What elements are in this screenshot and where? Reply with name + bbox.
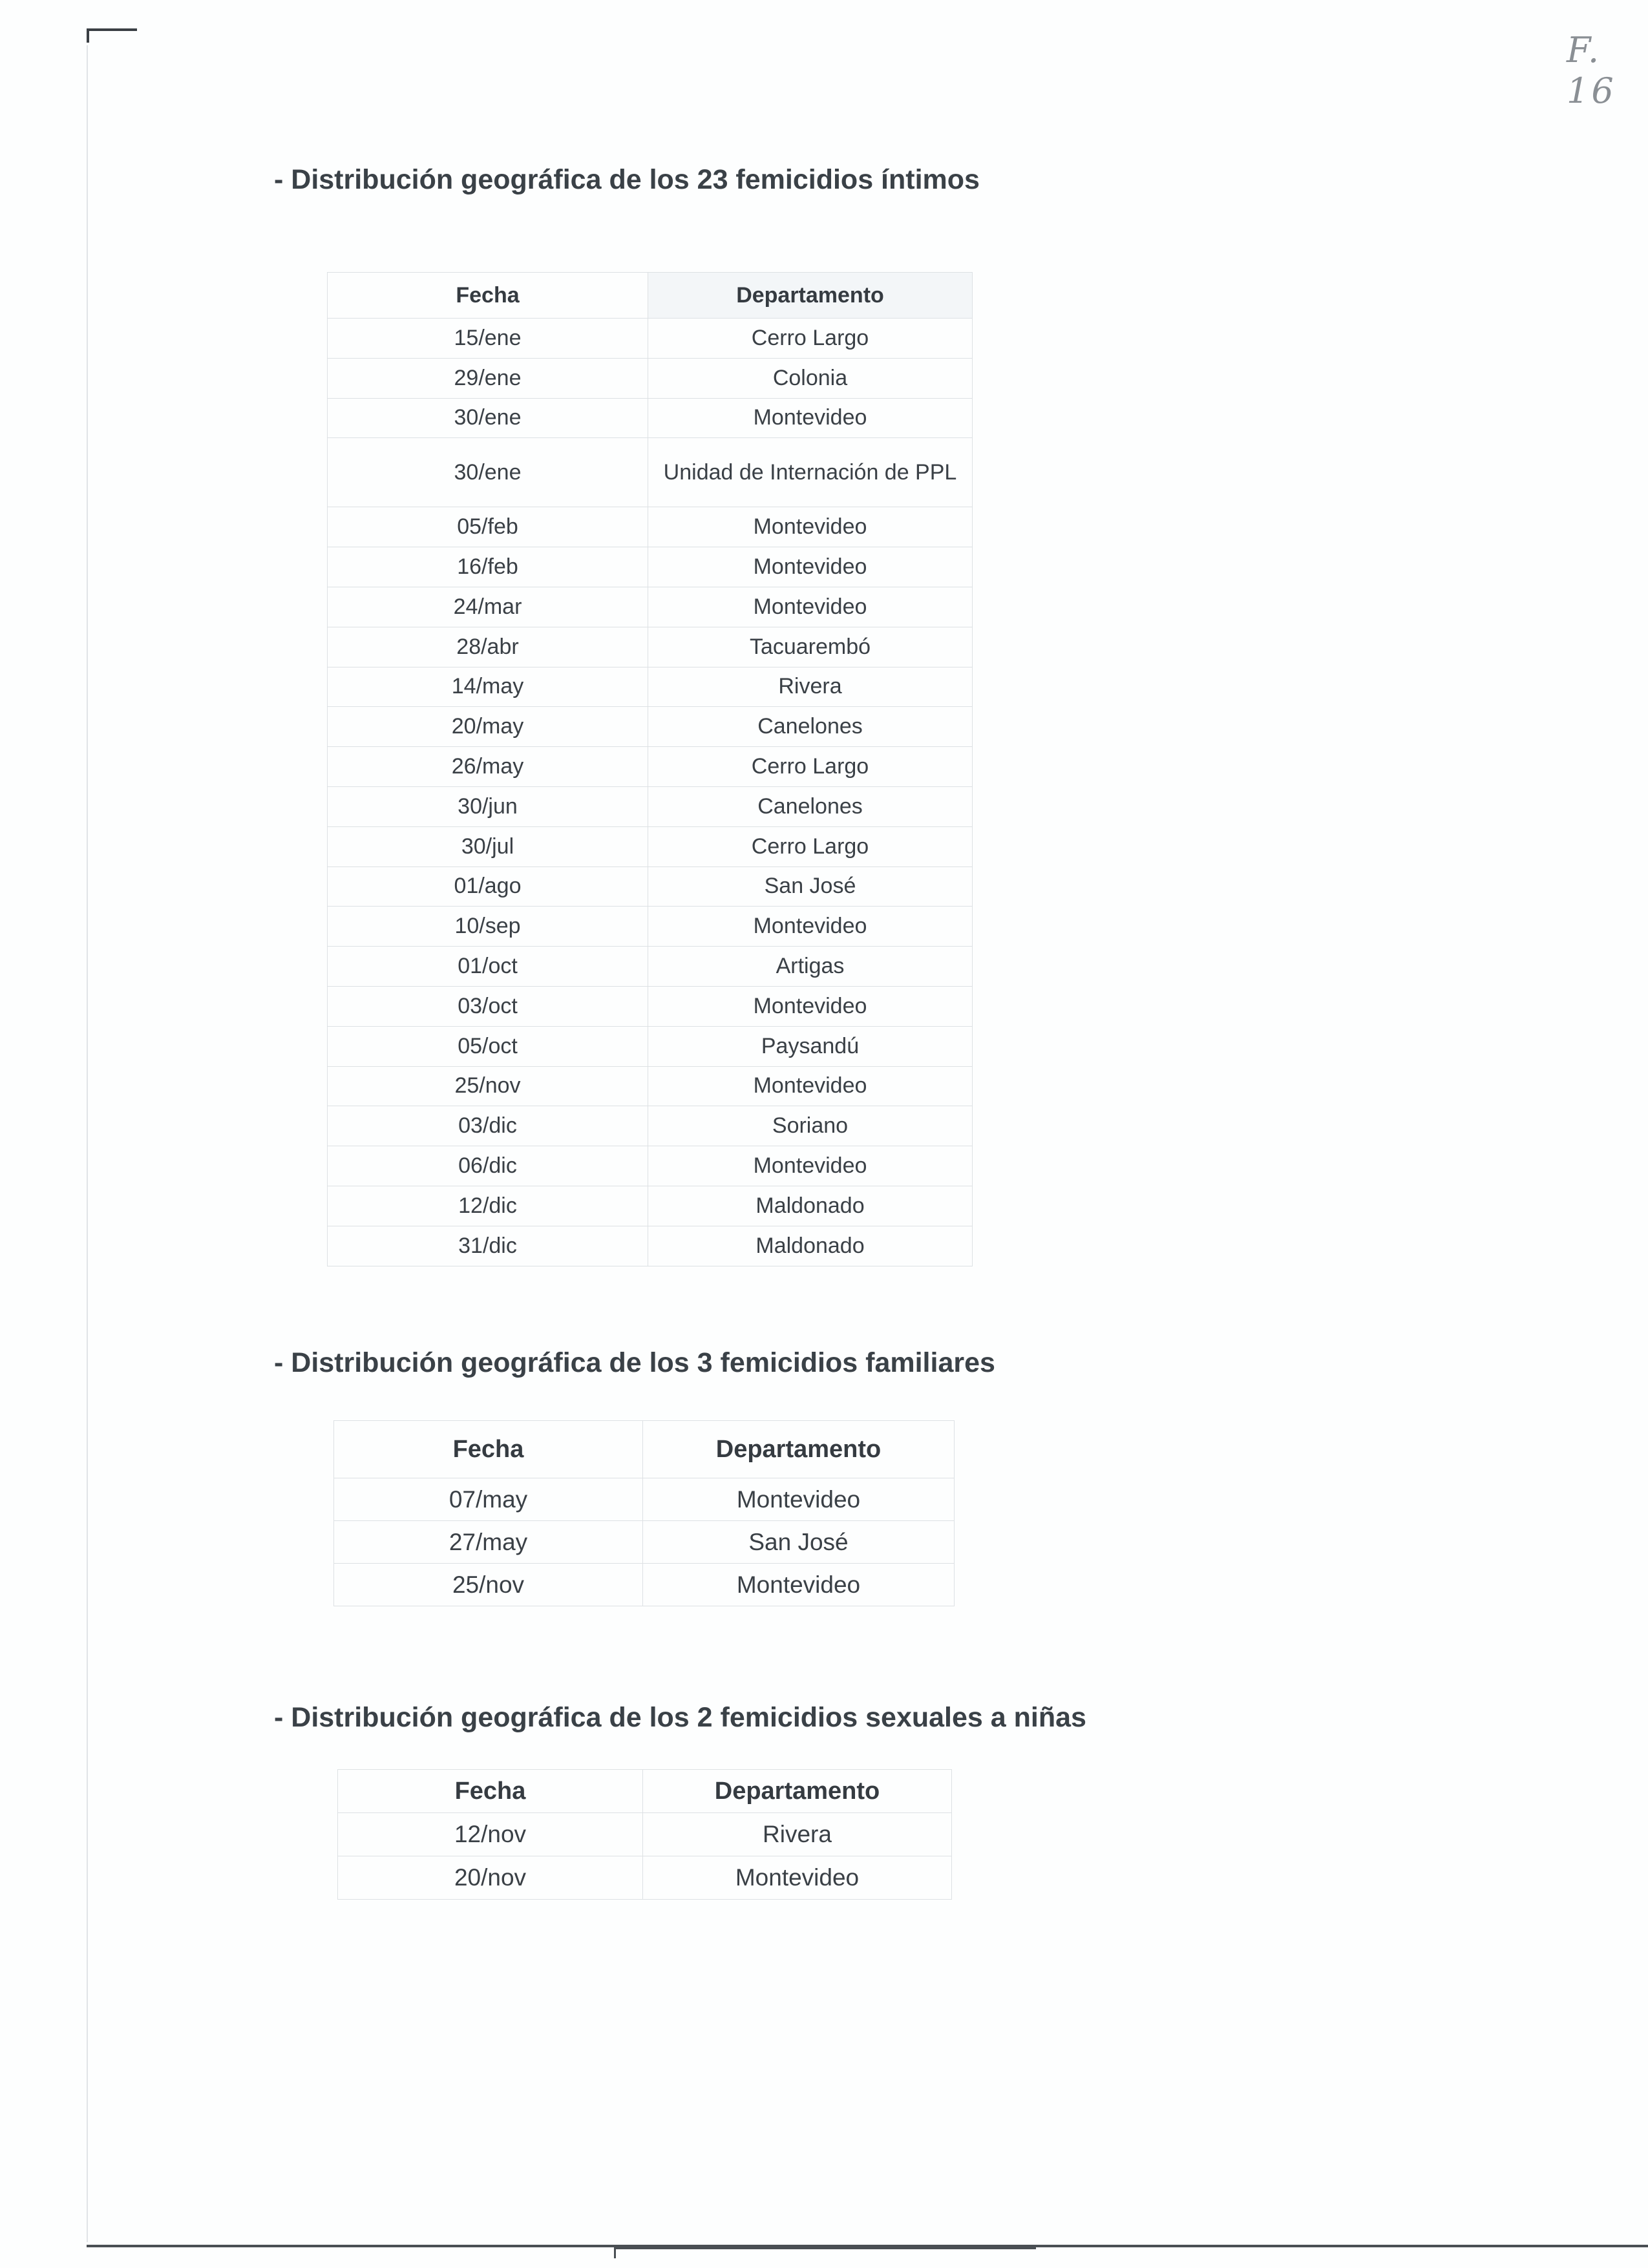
table-row xyxy=(334,1478,955,1521)
header-fecha: Fecha xyxy=(338,1770,643,1813)
cell-fecha: 10/sep xyxy=(328,907,648,947)
table-row xyxy=(328,507,973,547)
cell-fecha: 06/dic xyxy=(328,1146,648,1186)
cell-fecha: 01/oct xyxy=(328,947,648,987)
cell-departamento: Montevideo xyxy=(648,1146,973,1186)
table-row xyxy=(338,1856,952,1900)
cell-departamento: Cerro Largo xyxy=(648,826,973,866)
cell-departamento: San José xyxy=(643,1521,955,1564)
cell-fecha: 26/may xyxy=(328,747,648,787)
cell-departamento: Artigas xyxy=(648,947,973,987)
table-row xyxy=(334,1564,955,1606)
cell-departamento: Cerro Largo xyxy=(648,319,973,359)
header-departamento: Departamento xyxy=(648,273,973,319)
table-row xyxy=(328,438,973,507)
table-row xyxy=(328,398,973,438)
section-title-intimos: - Distribución geográfica de los 23 femicidios íntimos xyxy=(274,164,980,195)
cell-departamento: Cerro Largo xyxy=(648,747,973,787)
cell-fecha: 29/ene xyxy=(328,358,648,398)
table-row xyxy=(328,319,973,359)
cell-fecha: 28/abr xyxy=(328,627,648,667)
table-row xyxy=(328,1146,973,1186)
table-header-row xyxy=(338,1770,952,1813)
table-row xyxy=(328,1026,973,1066)
table-row xyxy=(328,947,973,987)
cell-fecha: 03/dic xyxy=(328,1106,648,1146)
section-title-sexuales: - Distribución geográfica de los 2 femicidios sexuales a niñas xyxy=(274,1702,1086,1733)
cell-fecha: 30/jul xyxy=(328,826,648,866)
scan-tab-edge xyxy=(614,2247,1036,2258)
table-row xyxy=(328,1106,973,1146)
cell-fecha: 15/ene xyxy=(328,319,648,359)
cell-departamento: San José xyxy=(648,866,973,907)
table-row xyxy=(334,1521,955,1564)
cell-fecha: 30/jun xyxy=(328,786,648,826)
cell-departamento: Montevideo xyxy=(643,1564,955,1606)
cell-departamento: Montevideo xyxy=(648,547,973,587)
cell-departamento: Montevideo xyxy=(648,587,973,627)
header-departamento: Departamento xyxy=(643,1770,952,1813)
cell-departamento: Tacuarembó xyxy=(648,627,973,667)
cell-departamento: Montevideo xyxy=(648,398,973,438)
cell-departamento: Canelones xyxy=(648,786,973,826)
cell-fecha: 20/may xyxy=(328,707,648,747)
scan-corner-mark-vertical xyxy=(87,28,89,43)
cell-departamento: Montevideo xyxy=(643,1478,955,1521)
scan-edge-left xyxy=(87,45,88,2242)
handwritten-page-number: F. 16 xyxy=(1567,30,1616,111)
table-row xyxy=(328,1066,973,1106)
cell-departamento: Montevideo xyxy=(648,986,973,1026)
cell-fecha: 05/oct xyxy=(328,1026,648,1066)
table-row xyxy=(328,587,973,627)
table-row xyxy=(328,707,973,747)
table-row xyxy=(328,747,973,787)
cell-departamento: Paysandú xyxy=(648,1026,973,1066)
table-femicidios-intimos xyxy=(327,272,973,1266)
table-row xyxy=(328,907,973,947)
table-header-row xyxy=(334,1421,955,1478)
cell-departamento: Montevideo xyxy=(648,507,973,547)
header-departamento: Departamento xyxy=(643,1421,955,1478)
table-header-row xyxy=(328,273,973,319)
table-femicidios-sexuales xyxy=(337,1769,952,1900)
cell-departamento: Rivera xyxy=(648,667,973,707)
table-row xyxy=(328,866,973,907)
table-row xyxy=(328,627,973,667)
cell-fecha: 12/nov xyxy=(338,1813,643,1856)
cell-departamento: Soriano xyxy=(648,1106,973,1146)
table-row xyxy=(328,1226,973,1266)
cell-fecha: 05/feb xyxy=(328,507,648,547)
table-row xyxy=(328,986,973,1026)
table-row xyxy=(328,786,973,826)
cell-fecha: 16/feb xyxy=(328,547,648,587)
cell-fecha: 25/nov xyxy=(328,1066,648,1106)
cell-fecha: 30/ene xyxy=(328,438,648,507)
cell-departamento: Montevideo xyxy=(648,1066,973,1106)
cell-fecha: 30/ene xyxy=(328,398,648,438)
scan-corner-mark xyxy=(87,28,137,31)
header-fecha: Fecha xyxy=(334,1421,643,1478)
cell-fecha: 07/may xyxy=(334,1478,643,1521)
cell-departamento: Rivera xyxy=(643,1813,952,1856)
cell-fecha: 01/ago xyxy=(328,866,648,907)
cell-departamento: Montevideo xyxy=(643,1856,952,1900)
cell-fecha: 25/nov xyxy=(334,1564,643,1606)
table-row xyxy=(338,1813,952,1856)
cell-fecha: 27/may xyxy=(334,1521,643,1564)
cell-departamento: Maldonado xyxy=(648,1226,973,1266)
cell-fecha: 20/nov xyxy=(338,1856,643,1900)
cell-departamento: Colonia xyxy=(648,358,973,398)
cell-departamento: Canelones xyxy=(648,707,973,747)
cell-fecha: 03/oct xyxy=(328,986,648,1026)
table-row xyxy=(328,826,973,866)
cell-fecha: 12/dic xyxy=(328,1186,648,1226)
cell-fecha: 14/may xyxy=(328,667,648,707)
header-fecha: Fecha xyxy=(328,273,648,319)
cell-departamento: Montevideo xyxy=(648,907,973,947)
cell-departamento: Unidad de Internación de PPL xyxy=(648,438,973,507)
table-row xyxy=(328,1186,973,1226)
cell-fecha: 31/dic xyxy=(328,1226,648,1266)
table-row xyxy=(328,667,973,707)
table-row xyxy=(328,358,973,398)
table-femicidios-familiares xyxy=(333,1420,955,1606)
table-row xyxy=(328,547,973,587)
section-title-familiares: - Distribución geográfica de los 3 femicidios familiares xyxy=(274,1347,995,1378)
cell-fecha: 24/mar xyxy=(328,587,648,627)
cell-departamento: Maldonado xyxy=(648,1186,973,1226)
